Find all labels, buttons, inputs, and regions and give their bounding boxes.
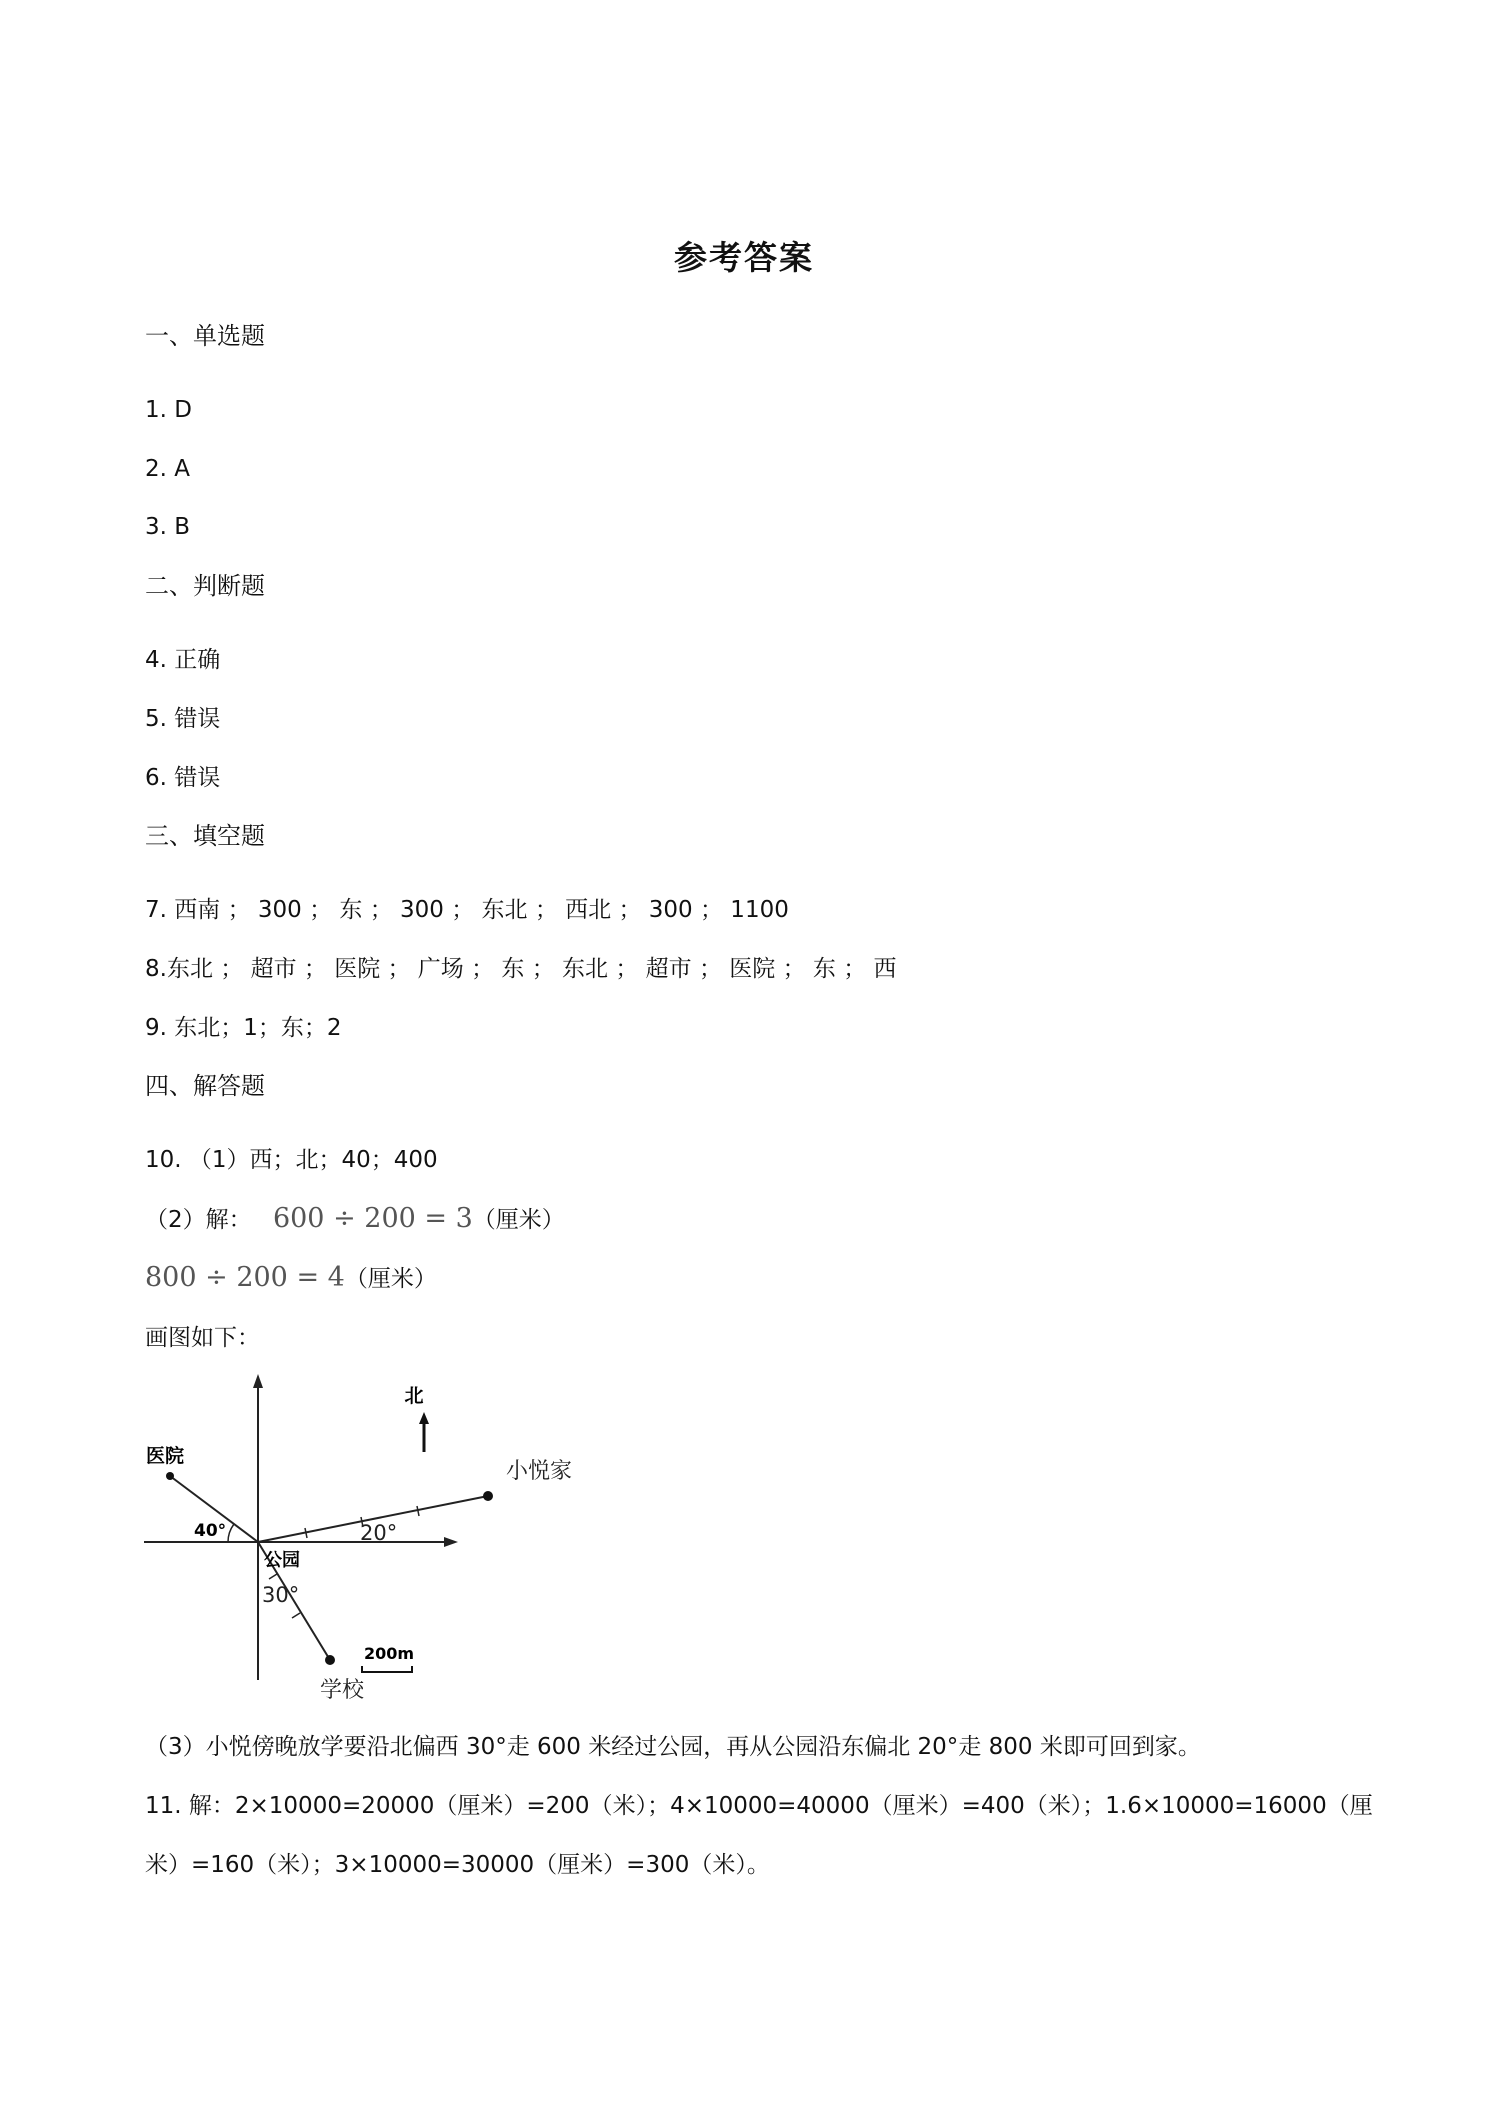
- answer-10-part-2-unit: （厘米）: [472, 1207, 565, 1233]
- scale-bar: [362, 1666, 412, 1672]
- section-heading-solutions: 四、解答题: [145, 1072, 265, 1100]
- answer-11-line-1: 11. 解：2×10000=20000（厘米）=200（米）；4×10000=40000（厘米）=400（米）；1.6×10000=16000（厘: [145, 1793, 1373, 1819]
- school-line-tick-1: [269, 1574, 277, 1579]
- answer-10-part-1: 10. （1）西；北；40；400: [145, 1147, 438, 1173]
- answer-8: 8.东北 ； 超市 ； 医院 ； 广场 ； 东 ； 东北 ； 超市 ； 医院 ； 东 ； 西: [145, 956, 897, 982]
- answer-10-part-2-prefix: （2）解：: [145, 1207, 252, 1233]
- answer-10-part-2-second: [145, 1263, 437, 1294]
- answer-7: 7. 西南 ； 300 ； 东 ； 300 ； 东北 ； 西北 ； 300 ； 1100: [145, 897, 789, 923]
- section-heading-single-choice: 一、单选题: [145, 322, 265, 350]
- answer-4: 4. 正确: [145, 647, 221, 673]
- school-label: 学校: [320, 1678, 365, 1703]
- answer-11-line-2: 米）=160（米）；3×10000=30000（厘米）=300（米）。: [145, 1852, 770, 1878]
- answer-10-drawing-intro: 画图如下：: [145, 1325, 260, 1351]
- home-line-tick-1: [305, 1528, 307, 1538]
- answer-9: 9. 东北；1；东；2: [145, 1015, 342, 1041]
- answer-10-part-2-equation: 600 ÷ 200 = 3: [272, 1203, 473, 1234]
- page-title: 参考答案: [674, 238, 814, 277]
- hospital-label: 医院: [146, 1445, 185, 1467]
- park-label: 公园: [264, 1550, 300, 1571]
- answer-10-part-2-second-equation: 800 ÷ 200 = 4: [145, 1262, 345, 1293]
- hospital-angle-label: 40°: [194, 1521, 227, 1541]
- answer-6: 6. 错误: [145, 765, 221, 791]
- home-angle-label: 20°: [360, 1521, 398, 1545]
- axis-arrow-right-icon: [444, 1537, 458, 1547]
- section-heading-true-false: 二、判断题: [145, 572, 265, 600]
- home-line-tick-3: [417, 1506, 419, 1516]
- answer-1: 1. D: [145, 397, 192, 423]
- scale-label: 200m: [364, 1644, 415, 1663]
- answer-10-part-2-second-unit: （厘米）: [344, 1266, 437, 1292]
- axis-arrow-up-icon: [253, 1374, 263, 1388]
- answer-2: 2. A: [145, 456, 190, 482]
- school-angle-label: 30°: [262, 1583, 300, 1607]
- school-point: [325, 1655, 335, 1665]
- section-heading-fill-in: 三、填空题: [145, 822, 265, 850]
- answer-3: 3. B: [145, 514, 191, 540]
- home-label: 小悦家: [506, 1459, 573, 1484]
- north-arrow-icon: [419, 1412, 429, 1424]
- answer-5: 5. 错误: [145, 706, 221, 732]
- hospital-angle-arc: [228, 1524, 234, 1542]
- school-line-tick-2: [292, 1613, 300, 1618]
- answer-10-part-2: [145, 1204, 565, 1235]
- answer-10-part-3: （3）小悦傍晚放学要沿北偏西 30°走 600 米经过公园，再从公园沿东偏北 20°走 800 米即可回到家。: [145, 1734, 1201, 1760]
- north-label: 北: [404, 1385, 424, 1407]
- hospital-point: [166, 1472, 174, 1480]
- home-point: [483, 1491, 493, 1501]
- direction-map-diagram: [140, 1370, 610, 1710]
